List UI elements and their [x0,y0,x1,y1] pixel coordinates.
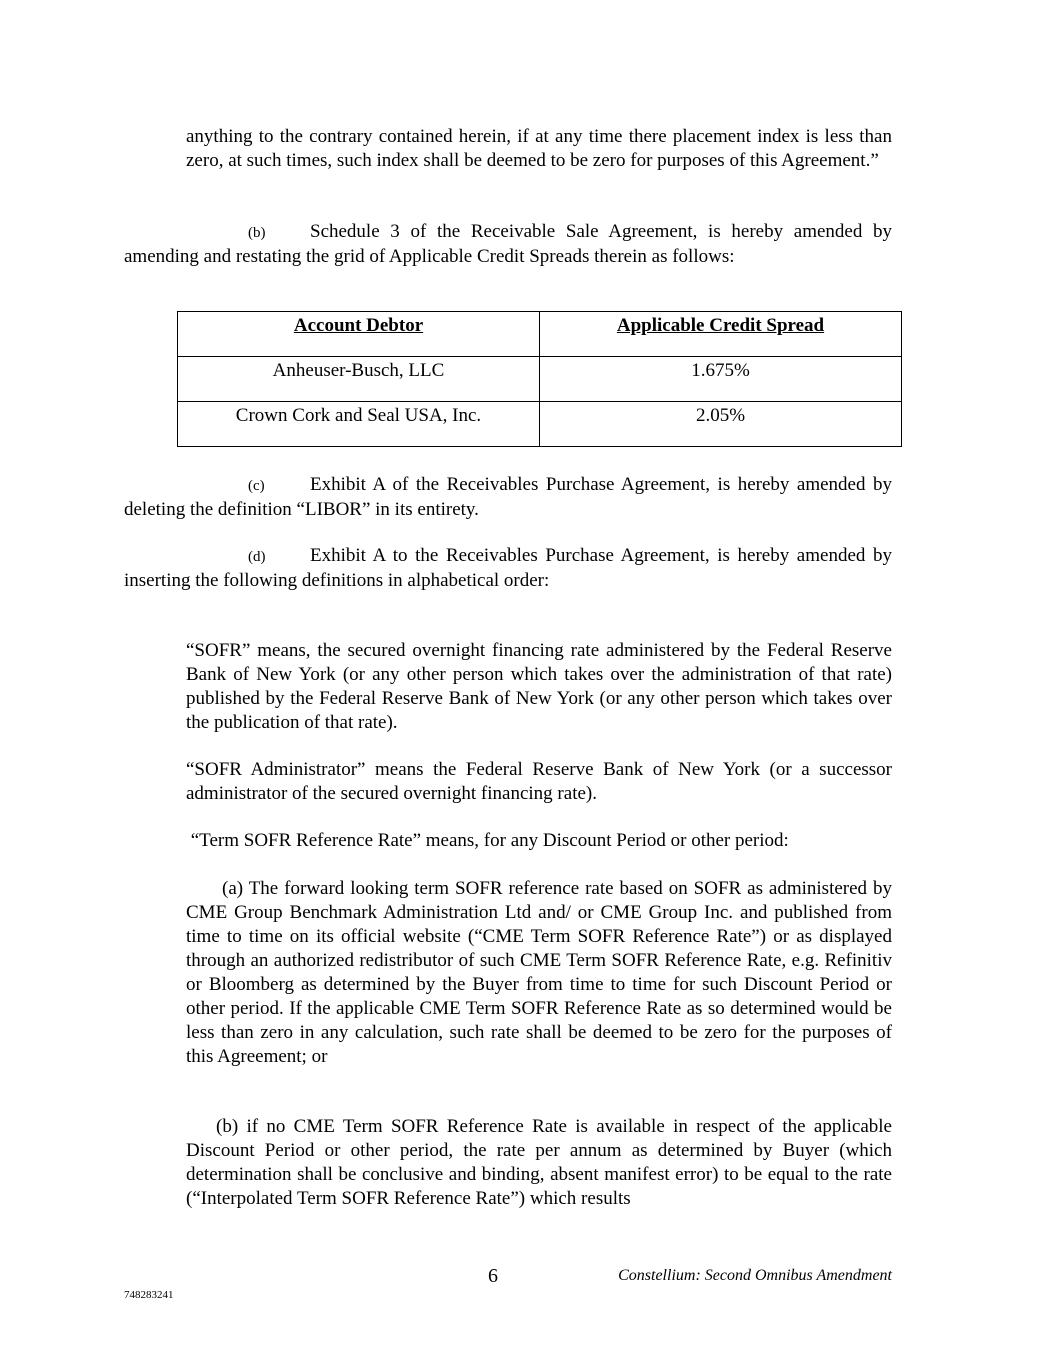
document-id: 748283241 [124,1289,174,1301]
definition-term-sofr-reference-rate: “Term SOFR Reference Rate” means, for any Discount Period or other period: [186,830,789,851]
definition-term-sofr-clause-a: (a) The forward looking term SOFR reference rate based on SOFR as administered by CME Group Benchmark Administration Ltd and/ or CME Group Inc. and published from time to time on its official website (“CME Term SOFR Reference Rate”) or as displayed through an authorized redistributor of such CME Term SOFR Reference Rate, e.g. Refinitiv or Bloomberg as determined by the Buyer from time to time for such Discount Period or other period. If the applicable CME Term SOFR Reference Rate as so determined would be less than zero in any calculation, such rate shall be deemed to be zero for the purposes of this Agreement; or [186,878,892,1067]
paragraph-c-marker: (c) [248,478,265,494]
page-number: 6 [488,1265,498,1287]
table-cell-spread: 2.05% [540,402,902,447]
table-cell-debtor: Crown Cork and Seal USA, Inc. [178,402,540,447]
paragraph-b-text: Schedule 3 of the Receivable Sale Agreement, is hereby amended by amending and restating the grid of Applicable Credit Spreads therein as follows: [124,221,892,267]
header-applicable-credit-spread: Applicable Credit Spread [540,312,902,357]
table-row [178,402,902,447]
paragraph-d-text: Exhibit A to the Receivables Purchase Agreement, is hereby amended by inserting the following definitions in alphabetical order: [124,545,892,591]
table-cell-debtor: Anheuser-Busch, LLC [178,357,540,402]
paragraph-c [124,473,892,522]
definition-sofr: “SOFR” means, the secured overnight financing rate administered by the Federal Reserve Bank of New York (or any other person which takes over the administration of that rate) published by the Federal Reserve Bank of New York (or any other person which takes over the publication of that rate). [186,640,892,733]
header-account-debtor: Account Debtor [178,312,540,357]
paragraph-b-marker: (b) [248,225,266,241]
footer-title: Constellium: Second Omnibus Amendment [618,1267,892,1284]
paragraph-c-text: Exhibit A of the Receivables Purchase Agreement, is hereby amended by deleting the definition “LIBOR” in its entirety. [124,474,892,520]
paragraph-d-marker: (d) [248,549,266,565]
paragraph-b [124,220,892,269]
table-header-row [178,312,902,357]
paragraph-d [124,544,892,593]
definition-term-sofr-clause-b: (b) if no CME Term SOFR Reference Rate is available in respect of the applicable Discount Period or other period, the rate per annum as determined by Buyer (which determination shall be conclusive and binding, absent manifest error) to be equal to the rate (“Interpolated Term SOFR Reference Rate”) which results [186,1116,892,1209]
table-row [178,357,902,402]
credit-spread-table [177,311,902,447]
definition-sofr-administrator: “SOFR Administrator” means the Federal Reserve Bank of New York (or a successor administrator of the secured overnight financing rate). [186,759,892,804]
table-cell-spread: 1.675% [540,357,902,402]
continuation-paragraph: anything to the contrary contained herein, if at any time there placement index is less than zero, at such times, such index shall be deemed to be zero for purposes of this Agreement.” [186,126,892,171]
